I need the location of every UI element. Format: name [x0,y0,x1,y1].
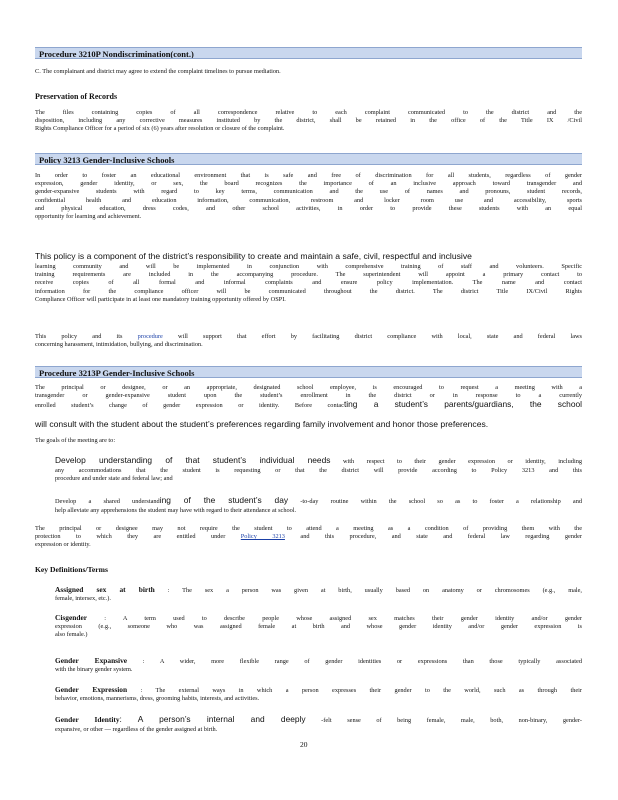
section-header-policy-3213: Policy 3213 Gender-Inclusive Schools [35,153,582,165]
definition-gender-expression: Gender Expression : The external ways in which a person expresses their gender to the world, such as through their behavior, emotions, mannerisms, dress, grooming habits, interests, and activities. [55,685,582,702]
procedure-link[interactable]: procedure [137,333,163,340]
paragraph-policy-training: learning community and will be implemented in conjunction with comprehensive training of staff and volunteers. Specific training requirements are included in the accompanying procedure. The superintendent will appoint a primary contact to receive copies of all formal and informal complaints and ensure policy implementation. The name and contact information for the compliance officer will be communicated throughout the district. The district Title IX/Civil Rights Compliance Officer will participate in at least one mandatory training opportunity offered by OSPI. [35,263,582,303]
section-header-3210p: Procedure 3210P Nondiscrimination(cont.) [35,47,582,59]
paragraph-meeting-not-required: The principal or designee may not require the student to attend a meeting as a condition of providing them with the protection to which they are entitled under Policy 3213 and this procedure, and state and federal law regarding gender expression or identity. [35,525,582,549]
paragraph-goals: The goals of the meeting are to: [35,437,116,444]
policy-component-statement: This policy is a component of the district’s responsibility to create and maintain a safe, civil, respectful and inclusive [35,251,472,261]
heading-key-definitions: Key Definitions/Terms [35,565,108,574]
definition-gender-expansive: Gender Expansive : A wider, more flexible range of gender identities or expressions than those typically associated with the binary gender system. [55,656,582,673]
paragraph-preservation: The files containing copies of all correspondence relative to each complaint communicated to the district and the disposition, including any corrective measures instituted by the district, shall be retained in the office of the Title IX /Civil Rights Compliance Officer for a period of six (6) years after resolution or closure of the complaint. [35,109,582,133]
paragraph-policy-support: This policy and its procedure will support that effort by facilitating district compliance with local, state and federal laws concerning harassment, intimidation, bullying, and discrimination. [35,333,582,349]
paragraph-mediation: C. The complainant and district may agree to extend the complaint timelines to pursue mediation. [35,68,281,75]
heading-preservation-of-records: Preservation of Records [35,92,118,101]
policy-3213-link[interactable]: Policy 3213 [240,533,285,541]
student-consultation-statement: will consult with the student about the student’s preferences regarding family involvement and honor those preferences. [35,419,489,429]
definition-cisgender: Cisgender : A term used to describe people whose assigned sex matches their gender identity and/or gender expression (e.g., someone who was assigned female at birth and whose gender identity and/or gender expression is also female.) [55,613,582,639]
section-header-procedure-3213p: Procedure 3213P Gender-Inclusive Schools [35,366,582,378]
goal-item-understanding: Develop understanding of that student’s individual needs with respect to their gender expression or identity, including any accommodations that the student is requesting or that the district will provide according to Policy 3213 and this procedure and under state and federal law; and [55,455,582,483]
goal-item-shared-understanding: Develop a shared understanding of the student’s day -to-day routine within the school so as to foster a relationship and help alleviate any apprehensions the student may have with regard to their attendance at school. [55,495,582,514]
definition-gender-identity: Gender Identity: A person’s internal and deeply -felt sense of being female, male, both, non-binary, gender- expansive, or other — regardless of the gender assigned at birth. [55,714,582,733]
paragraph-policy-intro: In order to foster an educational environment that is safe and free of discrimination for all students, regardless of gender expression, gender identity, or sex, the board recognizes the importance of an inclusive approach toward transgender and gender-expansive students with regard to key terms, communication and the use of names and pronouns, student records, confidential health and education information, communication, restroom and locker room use and accessibility, sports and physical education, dress codes, and other school activities, in order to provide these students with an equal opportunity for learning and achievement. [35,172,582,221]
page-number: 20 [300,740,308,749]
definition-assigned-sex: Assigned sex at birth : The sex a person was given at birth, usually based on anatomy or chromosomes (e.g., male, female, intersex, etc.). [55,585,582,602]
paragraph-meeting-request: The principal or designee, or an appropriate, designated school employee, is encouraged to request a meeting with a transgender or gender-expansive student upon the student’s enrollment in the district or in response to a currently enrolled student’s change of gender expression or identity. Before contacting a student’s parents/guardians, the school [35,384,582,410]
